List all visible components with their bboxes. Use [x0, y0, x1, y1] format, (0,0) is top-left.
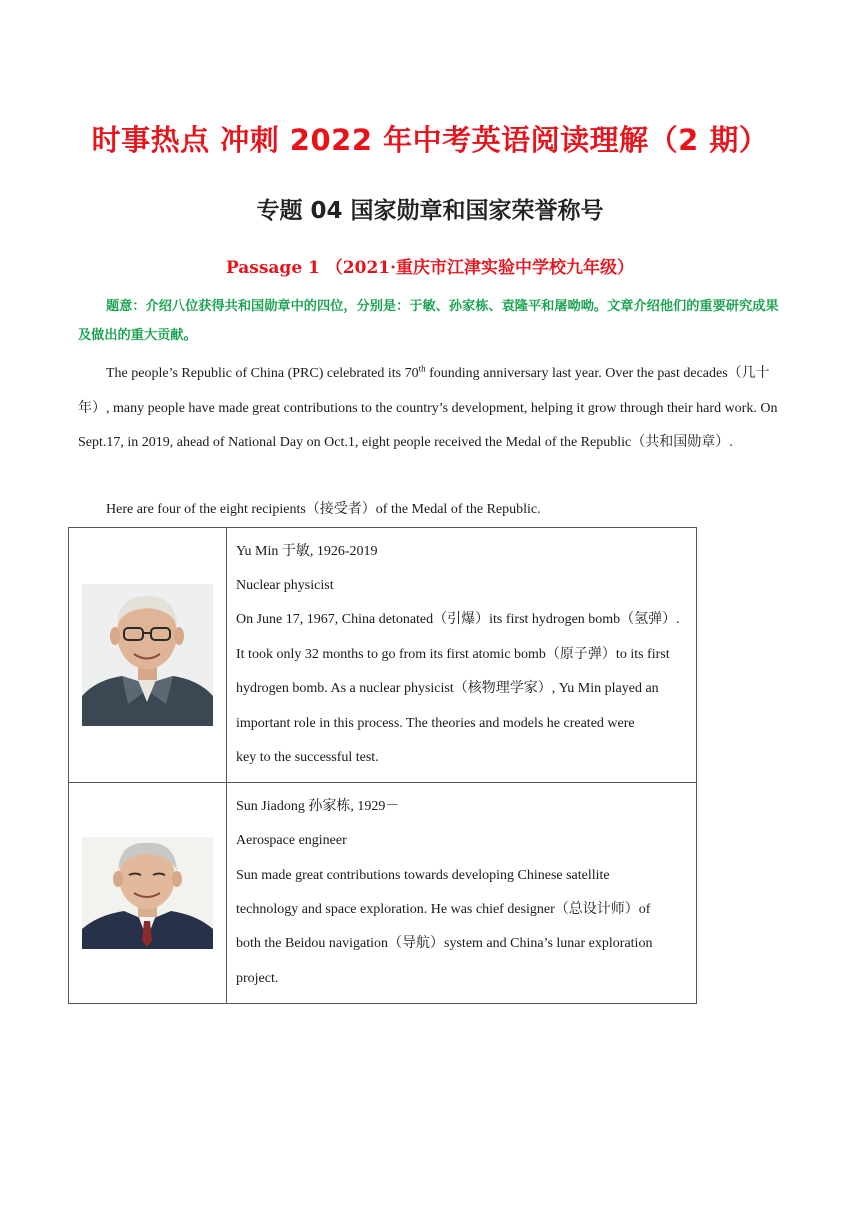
recipient-text-line: technology and space exploration. He was chief designer（总设计师）of [236, 902, 651, 917]
intro-text-start: The people’s Republic of China (PRC) celebrated its 70 [106, 366, 419, 381]
portrait-yu-min [82, 584, 213, 726]
recipient-text-line: hydrogen bomb. As a nuclear physicist（核物理学家）, Yu Min played an [236, 681, 659, 697]
table-row [69, 528, 697, 783]
intro-paragraph [78, 357, 788, 461]
photo-cell [69, 783, 227, 1004]
recipient-name: Yu Min 于敏, 1926-2019 [236, 543, 378, 559]
recipient-text-line: On June 17, 1967, China detonated（引爆）its first hydrogen bomb（氢弹）. [236, 612, 680, 628]
recipient-text-line: project. [236, 970, 279, 986]
recipient-name: Sun Jiadong 孙家栋, 1929－ [236, 798, 400, 814]
intro-text-end: founding anniversary last year. Over the past decades（几十年）, many people have made great contributions to the country’s development, helping it grow through their hard work. On Sept.17, in 2019, ahead of National Day on Oct.1, eight people received the Medal of the Republic（共和国勋章）. [78, 366, 778, 450]
recipient-text-line: Sun made great contributions towards developing Chinese satellite [236, 867, 610, 883]
topic-summary: 题意：介绍八位获得共和国勋章中的四位，分别是：于敏、孙家栋、袁隆平和屠呦呦。文章介绍他们的重要研究成果及做出的重大贡献。 [78, 299, 779, 343]
document-title: 时事热点 冲刺 2022 年中考英语阅读理解（2 期） [91, 123, 769, 157]
recipient-text-line: key to the successful test. [236, 750, 379, 766]
recipients-table [68, 527, 697, 1004]
recipients-intro: Here are four of the eight recipients（接受者）of the Medal of the Republic. [106, 502, 541, 517]
recipient-info-yu-min [227, 528, 697, 783]
recipient-text-line: important role in this process. The theories and models he created were [236, 715, 635, 731]
recipient-info-sun-jiadong [227, 783, 697, 1004]
recipient-role: Nuclear physicist [236, 577, 334, 593]
table-row [69, 783, 697, 1004]
photo-cell [69, 528, 227, 783]
topic-subtitle: 专题 04 国家勋章和国家荣誉称号 [256, 198, 604, 224]
recipient-text-line: both the Beidou navigation（导航）system and China’s lunar exploration [236, 936, 653, 952]
recipient-role: Aerospace engineer [236, 833, 347, 849]
ordinal-suffix: th [418, 363, 426, 374]
recipient-text-line: It took only 32 months to go from its first atomic bomb（原子弹）to its first [236, 646, 670, 662]
passage-heading: Passage 1 （2021·重庆市江津实验中学校九年级） [225, 258, 635, 278]
portrait-sun-jiadong [82, 837, 213, 949]
